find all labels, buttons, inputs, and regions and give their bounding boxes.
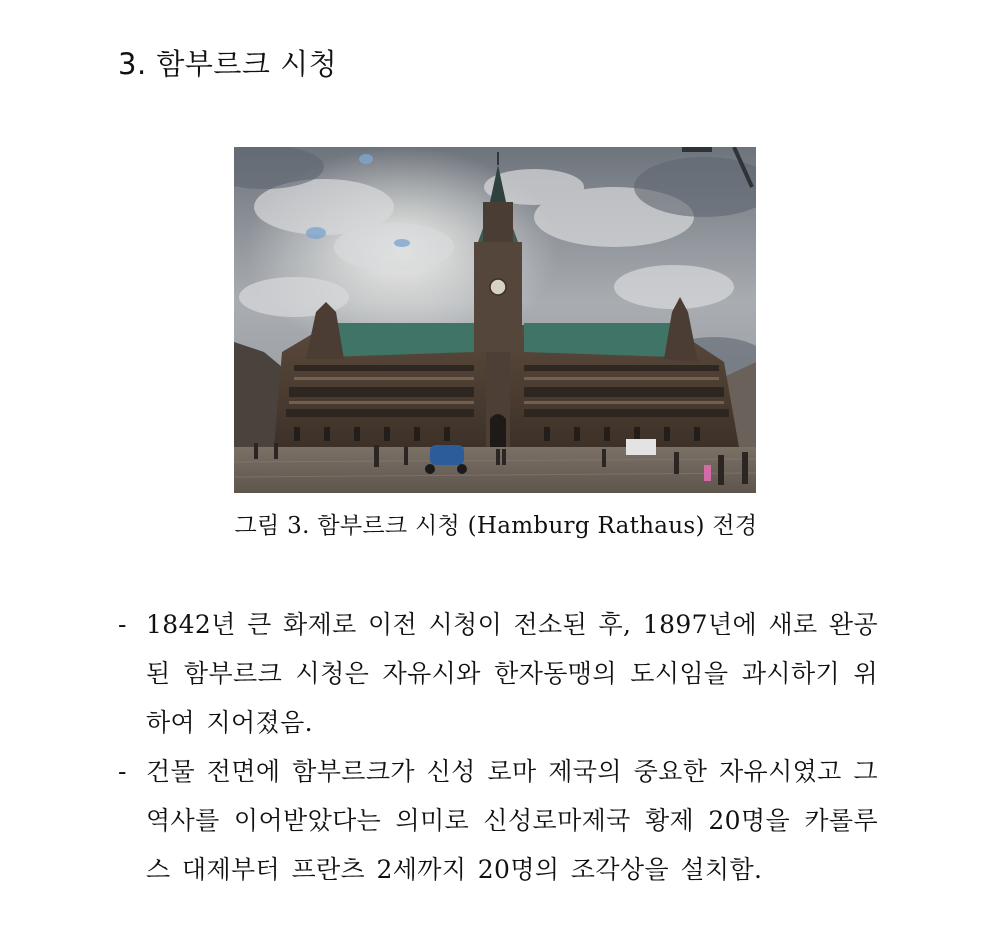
section-title: 3. 함부르크 시청 [118, 47, 338, 81]
bullet-text: 건물 전면에 함부르크가 신성 로마 제국의 중요한 자유시였고 그 역사를 이어받았다는 의미로 신성로마제국 황제 20명을 카롤루스 대제부터 프란츠 2세까지 20명의 조각상을 설치함. [146, 757, 878, 884]
bullet-marker: - [118, 757, 127, 786]
bullet-item [118, 747, 878, 894]
hamburg-rathaus-photo [234, 147, 756, 493]
figure-caption: 그림 3. 함부르크 시청 (Hamburg Rathaus) 전경 [234, 513, 758, 539]
bullet-list [118, 600, 878, 894]
bullet-text: 1842년 큰 화제로 이전 시청이 전소된 후, 1897년에 새로 완공된 함부르크 시청은 자유시와 한자동맹의 도시임을 과시하기 위하여 지어졌음. [146, 610, 878, 737]
bullet-item [118, 600, 878, 747]
bullet-marker: - [118, 610, 127, 639]
